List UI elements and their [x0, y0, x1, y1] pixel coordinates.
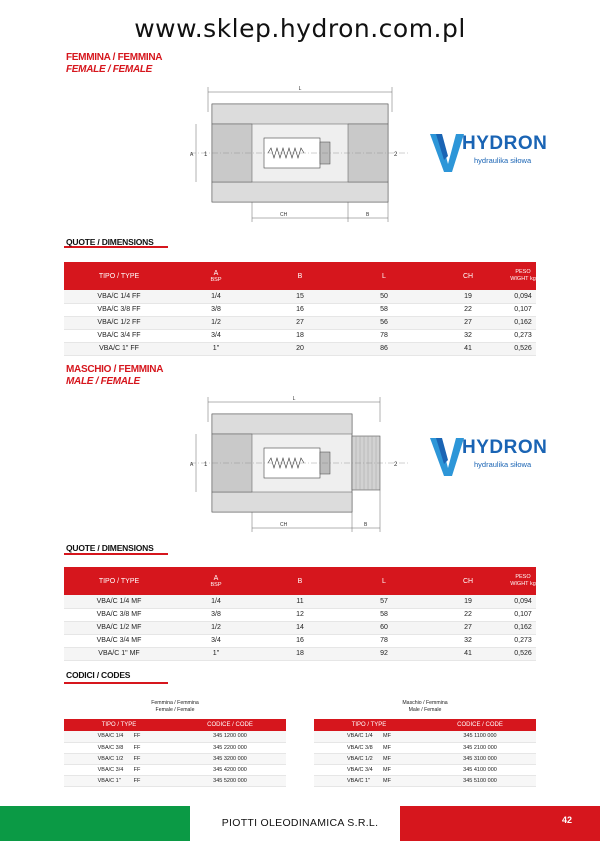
table-row — [64, 342, 536, 355]
code-type-name: VBA/C 1/4 — [347, 733, 373, 740]
code-type-variant: MF — [383, 744, 391, 751]
cell-ch: 32 — [426, 634, 510, 647]
header-ch: CH — [426, 262, 510, 290]
table-row — [64, 634, 536, 647]
table-header-row — [64, 262, 536, 290]
cell-a: 3/4 — [174, 634, 258, 647]
cell-b: 18 — [258, 329, 342, 342]
table-row — [64, 290, 536, 303]
drawing-label-a: A — [190, 152, 194, 158]
section1-dims-table — [64, 262, 536, 356]
drawing-label-ch: CH — [280, 212, 288, 218]
cell-ch: 22 — [426, 608, 510, 621]
cell-l: 57 — [342, 595, 426, 608]
page-number: 42 — [561, 815, 572, 825]
drawing-label-port2: 2 — [394, 152, 398, 158]
codes-divider — [64, 682, 168, 684]
code-cell-type — [314, 764, 424, 775]
cell-l: 86 — [342, 342, 426, 355]
code-cell-type — [64, 731, 174, 742]
codes-right-caption-en: Male / Female — [408, 707, 442, 713]
cell-b: 14 — [258, 621, 342, 634]
header-b: B — [258, 567, 342, 595]
code-cell-type — [314, 742, 424, 753]
code-type-variant: FF — [133, 755, 141, 762]
cell-a: 3/8 — [174, 303, 258, 316]
cell-ch: 27 — [426, 621, 510, 634]
codes-header-type: TIPO / TYPE — [64, 719, 174, 731]
hydron-logo — [428, 130, 548, 176]
table-header-row — [64, 567, 536, 595]
header-a-sub: BSP — [210, 581, 222, 588]
header-a-label: A — [213, 269, 219, 277]
code-type-name: VBA/C 1/4 — [97, 733, 124, 740]
code-cell-code: 345 5200 000 — [174, 775, 286, 786]
hydron-logo-2 — [428, 434, 548, 480]
cell-weight: 0,107 — [510, 303, 536, 316]
codes-header-code: CODICE / CODE — [174, 719, 286, 731]
table-row — [314, 742, 536, 753]
table-row — [64, 775, 286, 786]
cell-weight: 0,526 — [510, 342, 536, 355]
drawing-label-port1: 1 — [204, 152, 208, 158]
header-a-sub: BSP — [210, 276, 222, 283]
valve-drawing-male-female — [180, 392, 420, 540]
code-cell-code: 345 1200 000 — [174, 731, 286, 742]
codes-right-table — [314, 719, 536, 787]
cell-ch: 41 — [426, 647, 510, 660]
cell-b: 15 — [258, 290, 342, 303]
table-row — [64, 595, 536, 608]
cell-type: VBA/C 1" MF — [64, 647, 174, 660]
cell-a: 3/8 — [174, 608, 258, 621]
drawing-label-b: B — [364, 522, 368, 528]
logo-subtitle: hydraulika siłowa — [474, 156, 532, 165]
cell-a: 1/2 — [174, 621, 258, 634]
section1-dims-title: QUOTE / DIMENSIONS — [66, 237, 154, 247]
table-row — [314, 764, 536, 775]
codes-right-caption — [314, 700, 536, 714]
code-cell-type — [64, 775, 174, 786]
cell-weight: 0,162 — [510, 621, 536, 634]
drawing-label-ch: CH — [280, 522, 288, 528]
cell-ch: 22 — [426, 303, 510, 316]
cell-type: VBA/C 3/4 FF — [64, 329, 174, 342]
section1-title-it: FEMMINA / FEMMINA — [66, 52, 163, 63]
logo-name: HYDRON — [462, 437, 548, 458]
code-cell-type — [314, 775, 424, 786]
header-b: B — [258, 262, 342, 290]
cell-a: 1/2 — [174, 316, 258, 329]
code-type-name: VBA/C 1/2 — [347, 755, 373, 762]
cell-b: 18 — [258, 647, 342, 660]
code-type-variant: MF — [383, 755, 391, 762]
table-row — [64, 731, 286, 742]
codes-left-caption-it: Femmina / Femmina — [151, 700, 199, 706]
codes-right-caption-it: Maschio / Femmina — [402, 700, 448, 706]
table-row — [314, 775, 536, 786]
table-row — [64, 647, 536, 660]
header-weight: PESO WIGHT kg — [510, 262, 536, 290]
code-cell-code: 345 4200 000 — [174, 764, 286, 775]
code-type-variant: MF — [383, 733, 391, 740]
header-type: TIPO / TYPE — [64, 262, 174, 290]
code-type-variant: MF — [383, 766, 391, 773]
section2-dims-title: QUOTE / DIMENSIONS — [66, 543, 154, 553]
company-name: PIOTTI OLEODINAMICA S.R.L. — [221, 817, 379, 829]
section2-divider — [64, 553, 168, 555]
footer-green-band — [0, 806, 190, 841]
code-type-variant: FF — [133, 744, 141, 751]
codes-header-type: TIPO / TYPE — [314, 719, 424, 731]
code-type-name: VBA/C 3/8 — [347, 744, 373, 751]
cell-a: 1" — [174, 342, 258, 355]
cell-weight: 0,526 — [510, 647, 536, 660]
codes-left-caption — [64, 700, 286, 714]
header-l: L — [342, 567, 426, 595]
code-cell-code: 345 5100 000 — [424, 775, 536, 786]
cell-type: VBA/C 1" FF — [64, 342, 174, 355]
cell-b: 20 — [258, 342, 342, 355]
table-header-row — [314, 719, 536, 731]
cell-b: 27 — [258, 316, 342, 329]
header-a-label: A — [213, 574, 219, 582]
cell-b: 16 — [258, 634, 342, 647]
drawing-label-b: B — [366, 212, 370, 218]
code-type-name: VBA/C 1/2 — [97, 755, 124, 762]
cell-l: 60 — [342, 621, 426, 634]
code-type-variant: FF — [133, 777, 141, 784]
code-cell-code: 345 3100 000 — [424, 753, 536, 764]
cell-ch: 19 — [426, 595, 510, 608]
cell-b: 11 — [258, 595, 342, 608]
code-cell-code: 345 2100 000 — [424, 742, 536, 753]
cell-weight: 0,273 — [510, 634, 536, 647]
code-cell-type — [314, 731, 424, 742]
cell-weight: 0,162 — [510, 316, 536, 329]
header-l: L — [342, 262, 426, 290]
table-row — [64, 608, 536, 621]
cell-type: VBA/C 1/4 MF — [64, 595, 174, 608]
cell-l: 50 — [342, 290, 426, 303]
code-cell-code: 345 2200 000 — [174, 742, 286, 753]
table-row — [64, 764, 286, 775]
code-cell-code: 345 1100 000 — [424, 731, 536, 742]
website-url[interactable]: www.sklep.hydron.com.pl — [134, 14, 466, 43]
codes-title: CODICI / CODES — [66, 670, 131, 680]
cell-l: 58 — [342, 303, 426, 316]
drawing-label-l: L — [292, 396, 296, 402]
cell-a: 1/4 — [174, 290, 258, 303]
header-weight: PESO WIGHT kg — [510, 567, 536, 595]
codes-header-code: CODICE / CODE — [424, 719, 536, 731]
cell-l: 58 — [342, 608, 426, 621]
section2-title-it: MASCHIO / FEMMINA — [66, 364, 164, 375]
cell-ch: 27 — [426, 316, 510, 329]
valve-drawing-female-female — [180, 82, 420, 232]
codes-left-caption-en: Female / Female — [155, 707, 195, 713]
code-type-name: VBA/C 3/8 — [97, 744, 124, 751]
table-row — [64, 742, 286, 753]
cell-type: VBA/C 1/2 FF — [64, 316, 174, 329]
code-type-name: VBA/C 1" — [97, 777, 121, 784]
cell-weight: 0,107 — [510, 608, 536, 621]
header-a — [174, 567, 258, 595]
cell-type: VBA/C 3/4 MF — [64, 634, 174, 647]
drawing-label-port1: 1 — [204, 462, 208, 468]
cell-l: 78 — [342, 329, 426, 342]
cell-type: VBA/C 3/8 MF — [64, 608, 174, 621]
logo-subtitle: hydraulika siłowa — [474, 460, 532, 469]
footer — [0, 806, 600, 841]
cell-a: 1/4 — [174, 595, 258, 608]
code-cell-code: 345 4100 000 — [424, 764, 536, 775]
table-row — [64, 621, 536, 634]
code-cell-type — [314, 753, 424, 764]
drawing-label-l: L — [298, 86, 302, 92]
code-type-name: VBA/C 1" — [347, 777, 371, 784]
code-cell-type — [64, 764, 174, 775]
table-row — [64, 329, 536, 342]
code-type-variant: FF — [133, 733, 141, 740]
code-type-name: VBA/C 3/4 — [347, 766, 373, 773]
cell-ch: 41 — [426, 342, 510, 355]
cell-a: 3/4 — [174, 329, 258, 342]
header-type: TIPO / TYPE — [64, 567, 174, 595]
section2-dims-table — [64, 567, 536, 661]
table-row — [64, 753, 286, 764]
cell-l: 92 — [342, 647, 426, 660]
code-cell-type — [64, 753, 174, 764]
header-a — [174, 262, 258, 290]
code-cell-code: 345 3200 000 — [174, 753, 286, 764]
table-row — [314, 731, 536, 742]
table-row — [64, 303, 536, 316]
code-type-variant: FF — [133, 766, 141, 773]
table-row — [64, 316, 536, 329]
cell-a: 1" — [174, 647, 258, 660]
drawing-label-port2: 2 — [394, 462, 398, 468]
cell-l: 78 — [342, 634, 426, 647]
logo-name: HYDRON — [462, 133, 548, 154]
cell-type: VBA/C 1/2 MF — [64, 621, 174, 634]
cell-b: 12 — [258, 608, 342, 621]
cell-ch: 19 — [426, 290, 510, 303]
code-type-variant: MF — [383, 777, 391, 784]
cell-l: 56 — [342, 316, 426, 329]
cell-weight: 0,094 — [510, 595, 536, 608]
header-ch: CH — [426, 567, 510, 595]
cell-b: 16 — [258, 303, 342, 316]
cell-ch: 32 — [426, 329, 510, 342]
cell-type: VBA/C 3/8 FF — [64, 303, 174, 316]
section2-title-en: MALE / FEMALE — [66, 376, 140, 387]
table-row — [314, 753, 536, 764]
cell-weight: 0,273 — [510, 329, 536, 342]
codes-left-table — [64, 719, 286, 787]
cell-type: VBA/C 1/4 FF — [64, 290, 174, 303]
drawing-label-a: A — [190, 462, 194, 468]
section1-title-en: FEMALE / FEMALE — [66, 64, 153, 75]
code-cell-type — [64, 742, 174, 753]
table-header-row — [64, 719, 286, 731]
cell-weight: 0,094 — [510, 290, 536, 303]
code-type-name: VBA/C 3/4 — [97, 766, 124, 773]
